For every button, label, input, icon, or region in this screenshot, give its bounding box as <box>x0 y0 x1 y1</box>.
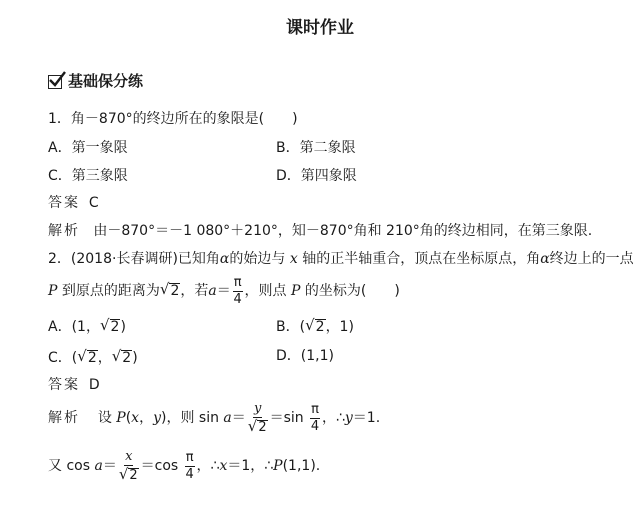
q2-answer-row <box>48 378 100 392</box>
q1-stem: 1．角－870°的终边所在的象限是( ) <box>48 111 298 127</box>
radicand: 2 <box>87 350 97 366</box>
sqrt-2: √ 2 <box>99 316 120 335</box>
q1-option-d: D．第四象限 <box>276 168 357 184</box>
page-title: 课时作业 <box>286 18 354 38</box>
fraction-pi-over-4 <box>310 403 320 433</box>
numerator: π <box>311 402 319 418</box>
sqrt-2: √ 2 <box>305 316 325 335</box>
option-text: ，1) <box>325 318 354 335</box>
equals: ＝ <box>102 458 117 475</box>
fraction-y-over-sqrt2 <box>248 402 268 435</box>
q2-option-b <box>276 318 354 335</box>
analysis-text: ，∴ <box>196 458 220 475</box>
numerator: y <box>254 401 262 416</box>
q2-stem-text: ，若 <box>180 283 209 300</box>
option-text: A．(1， <box>48 318 100 335</box>
answer-label: 答案 <box>48 377 80 393</box>
radicand: 2 <box>122 350 132 366</box>
fraction-x-over-sqrt2 <box>119 450 139 483</box>
numerator: x <box>125 449 133 464</box>
q2-answer: D <box>88 377 100 393</box>
option-text: B．( <box>276 318 306 335</box>
q1-analysis-row <box>48 224 592 238</box>
checkmark-icon <box>48 75 62 89</box>
a-symbol: a <box>223 410 232 427</box>
a-symbol: a <box>208 283 217 300</box>
q1-answer: C <box>88 195 99 211</box>
q2-option-a <box>48 318 126 335</box>
radicand: 2 <box>129 467 138 483</box>
analysis-text: 又 cos <box>48 458 91 475</box>
analysis-label: 解析 <box>48 223 80 239</box>
q1-answer-row <box>48 196 99 210</box>
q2-analysis-line2 <box>48 450 320 483</box>
analysis-text: )，则 sin <box>160 410 219 427</box>
radicand: 2 <box>110 319 120 335</box>
q2-option-c <box>48 349 138 366</box>
q1-option-c: C．第三象限 <box>48 168 128 184</box>
q2-stem-text: 终边上的一点 <box>549 251 634 267</box>
alpha-symbol: α <box>540 251 550 267</box>
y-symbol: y <box>344 410 353 427</box>
analysis-text: ＝cos <box>140 458 179 475</box>
analysis-label: 解析 <box>48 410 80 427</box>
sqrt-2: √ 2 <box>118 464 138 483</box>
y-symbol: y <box>153 410 161 427</box>
p-symbol: P <box>273 458 283 475</box>
section-title: 基础保分练 <box>68 72 144 90</box>
option-text: ， <box>97 349 112 366</box>
q2-stem-line2 <box>48 276 400 306</box>
denominator: 4 <box>310 418 320 434</box>
analysis-text: ＝1. <box>352 410 381 427</box>
q2-stem-text: 的坐标为( ) <box>304 283 400 300</box>
option-text: ) <box>132 349 138 366</box>
q2-stem-text: 2．(2018·长春调研)已知角 <box>48 251 220 267</box>
a-symbol: a <box>94 458 103 475</box>
option-text: ) <box>120 318 126 335</box>
q2-option-d: D．(1,1) <box>276 348 334 364</box>
equals: ＝ <box>231 410 246 427</box>
sqrt-2: √ 2 <box>77 347 97 366</box>
q2-analysis-line1 <box>48 402 380 435</box>
q1-analysis: 由－870°＝－1 080°＋210°，知－870°角和 210°角的终边相同，在第三象限. <box>93 223 593 239</box>
numerator: π <box>185 450 194 466</box>
q1-option-a: A．第一象限 <box>48 140 128 156</box>
analysis-text: ( <box>125 410 132 427</box>
sqrt-2: √ 2 <box>247 416 267 435</box>
radicand: 2 <box>170 283 180 300</box>
q2-stem-text: 到原点的距离为 <box>61 283 160 300</box>
x-symbol: x <box>289 251 298 267</box>
x-symbol: x <box>131 410 140 427</box>
q1-option-b: B．第二象限 <box>276 140 356 156</box>
denominator: 4 <box>185 466 194 482</box>
equals: ＝ <box>216 283 231 300</box>
p-symbol: P <box>291 283 301 300</box>
q2-stem-text: 轴的正半轴重合，顶点在坐标原点，角 <box>302 251 541 267</box>
alpha-symbol: α <box>219 251 230 267</box>
radicand: 2 <box>315 319 325 335</box>
analysis-text: ，∴ <box>321 410 345 427</box>
section-header <box>48 74 143 89</box>
analysis-text: 设 <box>97 410 112 427</box>
option-text: C．( <box>48 349 78 366</box>
q2-stem-line1 <box>48 252 634 266</box>
q2-stem-text: 的始边与 <box>229 251 286 267</box>
sqrt-2: √ 2 <box>159 280 180 300</box>
radicand: 2 <box>258 419 267 435</box>
fraction-pi-over-4 <box>185 451 195 481</box>
x-symbol: x <box>219 458 228 475</box>
q2-stem-text: ，则点 <box>244 283 287 300</box>
p-symbol: P <box>48 283 58 300</box>
fraction-pi-over-4 <box>233 276 243 306</box>
answer-label: 答案 <box>48 195 80 211</box>
analysis-text: (1,1). <box>282 458 321 475</box>
analysis-text: ＝sin <box>269 410 304 427</box>
sqrt-2: √ 2 <box>111 347 132 366</box>
analysis-text: ＝1，∴ <box>227 458 274 475</box>
p-symbol: P <box>116 410 126 427</box>
denominator: 4 <box>233 291 242 307</box>
analysis-text: ， <box>139 410 154 427</box>
numerator: π <box>233 275 242 290</box>
